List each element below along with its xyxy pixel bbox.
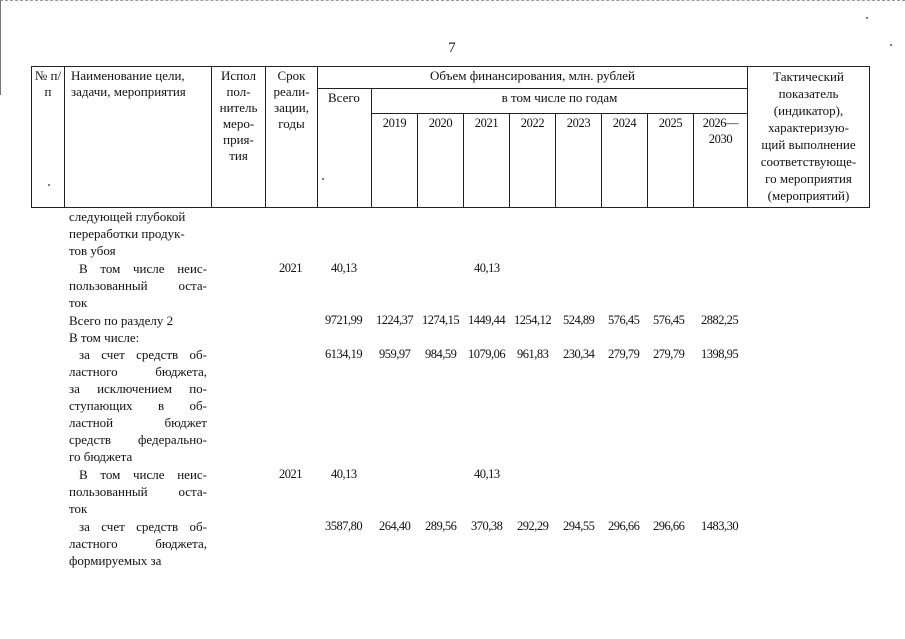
row-description-line: ступающих в об- bbox=[69, 398, 207, 413]
header-year: 2021 bbox=[464, 114, 510, 208]
row-description-line: В том числе неис- bbox=[79, 261, 207, 276]
row-year-value: 576,45 bbox=[608, 313, 640, 327]
row-year-value: 279,79 bbox=[608, 347, 640, 361]
row-year-value: 40,13 bbox=[474, 467, 500, 481]
row-year-value: 1398,95 bbox=[701, 347, 739, 361]
row-description bbox=[69, 208, 207, 259]
header-indicator: Тактический показатель (индикатор), характеризую- щий выполнение соответствующе- го мероприятия (мероприятий) bbox=[748, 67, 870, 208]
header-year: 2022 bbox=[510, 114, 556, 208]
header-year: 2020 bbox=[418, 114, 464, 208]
scan-speck bbox=[48, 184, 50, 186]
row-year-value: 370,38 bbox=[471, 519, 503, 533]
row-description-line: следующей глубокой bbox=[69, 209, 186, 224]
row-year-value: 292,29 bbox=[517, 519, 549, 533]
row-total: 40,13 bbox=[331, 467, 357, 481]
row-year-value: 984,59 bbox=[425, 347, 457, 361]
scan-edge-left bbox=[0, 0, 1, 95]
row-description-line: за счет средств об- bbox=[79, 519, 207, 534]
row-description-line: за исключением по- bbox=[69, 381, 207, 396]
row-year-value: 1483,30 bbox=[701, 519, 739, 533]
scan-speck bbox=[890, 44, 892, 46]
row-description-line: ток bbox=[69, 501, 88, 516]
row-period: 2021 bbox=[279, 261, 302, 275]
row-total: 3587,80 bbox=[325, 519, 363, 533]
row-year-value: 1449,44 bbox=[468, 313, 506, 327]
row-total: 9721,99 bbox=[325, 313, 363, 327]
row-description-line: ластного бюджета, bbox=[69, 364, 207, 379]
header-year: 2019 bbox=[372, 114, 418, 208]
header-executor: Испол пол- нитель меро- прия- тия bbox=[212, 67, 266, 208]
row-year-value: 1254,12 bbox=[514, 313, 552, 327]
row-year-value: 2882,25 bbox=[701, 313, 739, 327]
row-description bbox=[69, 329, 207, 346]
row-description-line: В том числе неис- bbox=[79, 467, 207, 482]
row-description-line: пользованный оста- bbox=[69, 278, 207, 293]
row-year-value: 959,97 bbox=[379, 347, 411, 361]
row-year-value: 524,89 bbox=[563, 313, 595, 327]
row-description-line: ластного бюджета, bbox=[69, 536, 207, 551]
row-description bbox=[69, 518, 207, 569]
row-total: 6134,19 bbox=[325, 347, 363, 361]
scan-edge-top bbox=[0, 0, 905, 4]
header-by-years: в том числе по годам bbox=[372, 89, 748, 114]
scan-speck bbox=[866, 17, 868, 19]
row-description-line: Всего по разделу 2 bbox=[69, 313, 174, 328]
row-year-value: 279,79 bbox=[653, 347, 685, 361]
row-description bbox=[69, 312, 207, 329]
row-year-value: 576,45 bbox=[653, 313, 685, 327]
header-period: Срок реали- зации, годы bbox=[266, 67, 318, 208]
row-year-value: 230,34 bbox=[563, 347, 595, 361]
row-total: 40,13 bbox=[331, 261, 357, 275]
row-description-line: за счет средств об- bbox=[79, 347, 207, 362]
row-year-value: 264,40 bbox=[379, 519, 411, 533]
row-year-value: 1274,15 bbox=[422, 313, 460, 327]
header-year: 2026—2030 bbox=[694, 114, 748, 208]
row-description-line: ластной бюджет bbox=[69, 415, 207, 430]
scan-speck bbox=[322, 178, 324, 180]
row-description-line: переработки продук- bbox=[69, 226, 185, 241]
row-description-line: пользованный оста- bbox=[69, 484, 207, 499]
row-description-line: В том числе: bbox=[69, 330, 140, 345]
header-year: 2025 bbox=[648, 114, 694, 208]
header-year: 2024 bbox=[602, 114, 648, 208]
row-description-line: ток bbox=[69, 295, 88, 310]
header-no: № п/п bbox=[32, 67, 65, 208]
header-year: 2023 bbox=[556, 114, 602, 208]
row-description-line: формируемых за bbox=[69, 553, 162, 568]
header-funding: Объем финансирования, млн. рублей bbox=[318, 67, 748, 89]
row-year-value: 40,13 bbox=[474, 261, 500, 275]
row-description-line: средств федерально- bbox=[69, 432, 207, 447]
row-year-value: 1079,06 bbox=[468, 347, 506, 361]
header-name: Наименование цели, задачи, мероприятия bbox=[65, 67, 212, 208]
row-year-value: 289,56 bbox=[425, 519, 457, 533]
row-year-value: 294,55 bbox=[563, 519, 595, 533]
table-header bbox=[31, 66, 870, 208]
row-description-line: го бюджета bbox=[69, 449, 133, 464]
row-description-line: тов убоя bbox=[69, 243, 116, 258]
row-description bbox=[69, 466, 207, 517]
header-total: Всего bbox=[318, 89, 372, 208]
page-number: 7 bbox=[448, 40, 456, 56]
row-period: 2021 bbox=[279, 467, 302, 481]
row-description bbox=[69, 260, 207, 311]
row-year-value: 1224,37 bbox=[376, 313, 414, 327]
row-year-value: 961,83 bbox=[517, 347, 549, 361]
row-year-value: 296,66 bbox=[653, 519, 685, 533]
row-description bbox=[69, 346, 207, 465]
row-year-value: 296,66 bbox=[608, 519, 640, 533]
